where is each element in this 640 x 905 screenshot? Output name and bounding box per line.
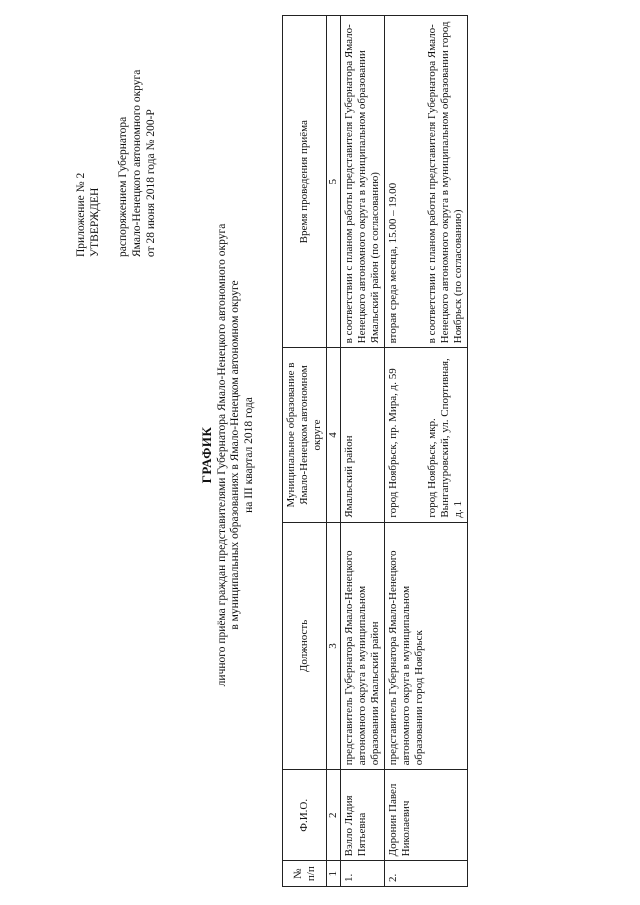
table-header-row — [283, 16, 327, 887]
title-heading: ГРАФИК — [199, 426, 214, 484]
person-position: представитель Губернатора Ямало-Ненецкого автономного округа в муниципальном образовании Ямальский район — [341, 522, 385, 770]
approved-label: УТВЕРЖДЕН — [89, 187, 101, 257]
municipality-cell — [385, 348, 468, 522]
col-num: 4 — [327, 348, 341, 522]
decree-date: от 28 июня 2018 года № 200-Р — [145, 109, 157, 257]
municipality-address-2: город Ноябрьск, мкр. Вынгапуровский, ул. Спортивная, д. 1 — [426, 358, 464, 518]
row-number: 2. — [385, 861, 468, 887]
table-row — [341, 16, 385, 887]
decree-line: распоряжением Губернатора — [117, 116, 129, 257]
municipality-name: Ямальский район — [343, 435, 355, 518]
row-number: 1. — [341, 861, 385, 887]
municipality-cell — [341, 348, 385, 522]
reception-time: вторая среда месяца, 15.00 – 19.00 — [387, 182, 399, 344]
column-number-row — [327, 16, 341, 887]
person-name: Доронин Павел Николаевич — [385, 770, 468, 861]
table-row — [385, 16, 468, 887]
approval-block — [74, 47, 158, 257]
title-line-3: на III квартал 2018 года — [242, 397, 255, 513]
schedule-table — [282, 15, 468, 887]
municipality-address-1: город Ноябрьск, пр. Мира, д. 59 — [387, 368, 399, 518]
document-title — [200, 65, 256, 845]
col-num: 1 — [327, 861, 341, 887]
title-line-1: личного приёма граждан представителями Губернатора Ямало-Ненецкого автономного округа — [215, 223, 228, 687]
person-name: Вэлло Лидия Пятьевна — [341, 770, 385, 861]
header-position: Должность — [283, 522, 327, 770]
title-line-2: в муниципальных образованиях в Ямало-Ненецком автономном округе — [229, 280, 241, 630]
reception-time-alt: в соответствии с планом работы представителя Губернатора Ямало-Ненецкого автономного округа в муниципальном образовании город Ноябрьск (по согласованию) — [426, 21, 464, 344]
header-name: Ф.И.О. — [283, 770, 327, 861]
reception-time-cell — [385, 16, 468, 348]
col-num: 3 — [327, 522, 341, 770]
person-position: представитель Губернатора Ямало-Ненецкого автономного округа в муниципальном образовании город Ноябрьск — [385, 522, 468, 770]
appendix-number: Приложение № 2 — [75, 172, 87, 257]
header-time: Время проведения приёма — [283, 16, 327, 348]
col-num: 5 — [327, 16, 341, 348]
decree-region: Ямало-Ненецкого автономного округа — [131, 69, 143, 257]
col-num: 2 — [327, 770, 341, 861]
header-number: № п/п — [283, 861, 327, 887]
reception-time: в соответствии с планом работы представителя Губернатора Ямало-Ненецкого автономного округа в муниципальном образовании Ямальский район (по согласованию) — [341, 16, 385, 348]
header-municipality: Муниципальное образование в Ямало-Ненецком автономном округе — [283, 348, 327, 522]
